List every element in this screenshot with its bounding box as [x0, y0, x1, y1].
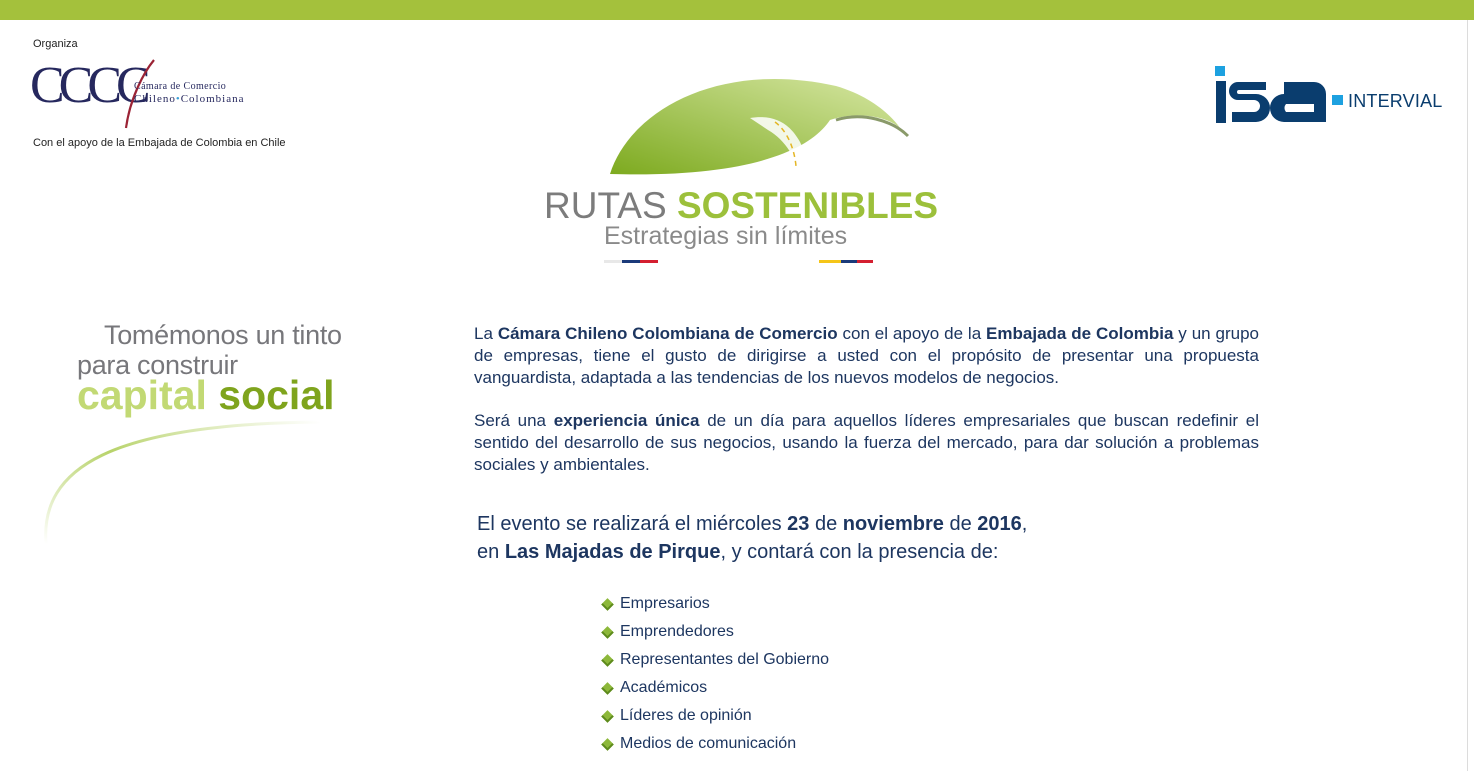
- event-subtitle: Estrategias sin límites: [604, 222, 848, 250]
- colombia-flag-stripe: [819, 250, 873, 253]
- event-title: RUTAS SOSTENIBLES: [544, 185, 939, 226]
- intro-paragraph-1: La Cámara Chileno Colombiana de Comercio con el apoyo de la Embajada de Colombia y un grupo de empresas, tiene el gusto de dirigirse a usted con el propósito de presentar una propuesta vanguardista, adaptada a las tendencias de los nuevos modelos de negocios.: [474, 324, 1259, 387]
- attendees-list: [600, 590, 829, 758]
- top-accent-bar: [0, 0, 1474, 20]
- event-date-line: El evento se realizará el miércoles 23 de noviembre de 2016,: [477, 513, 1028, 535]
- list-item: Emprendedores: [600, 618, 829, 646]
- slogan-line1: Tomémonos un tinto: [104, 320, 342, 350]
- cccc-logo-line1: Cámara de Comercio: [134, 81, 227, 92]
- bullet-icon: [601, 654, 614, 667]
- list-item: Académicos: [600, 674, 829, 702]
- support-text: Con el apoyo de la Embajada de Colombia en Chile: [33, 137, 286, 149]
- bullet-icon: [601, 710, 614, 723]
- bullet-icon: [601, 738, 614, 751]
- bullet-icon: [601, 598, 614, 611]
- right-border-line: [1467, 20, 1468, 771]
- list-item: Medios de comunicación: [600, 730, 829, 758]
- cccc-logo-initials: CCCC: [30, 57, 145, 114]
- chile-flag-stripe: [604, 250, 658, 253]
- cccc-logo: [30, 58, 270, 130]
- list-item: Líderes de opinión: [600, 702, 829, 730]
- list-item: Representantes del Gobierno: [600, 646, 829, 674]
- organiza-label: Organiza: [33, 38, 78, 50]
- slogan-line2: para construir: [77, 350, 238, 380]
- leaf-road-icon: [600, 70, 920, 182]
- bullet-icon: [601, 682, 614, 695]
- cccc-logo-line2: Chileno•Colombiana: [134, 93, 245, 105]
- isa-logo-text: INTERVIAL: [1348, 91, 1443, 111]
- bullet-icon: [601, 626, 614, 639]
- slogan-line3: capital social: [77, 372, 335, 418]
- decorative-swoosh: [40, 418, 330, 548]
- list-item: Empresarios: [600, 590, 829, 618]
- event-place-line: en Las Majadas de Pirque, y contará con la presencia de:: [477, 541, 999, 563]
- cccc-logo-text: [134, 80, 244, 106]
- intro-paragraph-2: Será una experiencia única de un día para aquellos líderes empresariales que buscan redefinir el sentido del desarrollo de sus negocios, usando la fuerza del mercado, para dar solución a problemas sociales y ambientales.: [474, 411, 1259, 474]
